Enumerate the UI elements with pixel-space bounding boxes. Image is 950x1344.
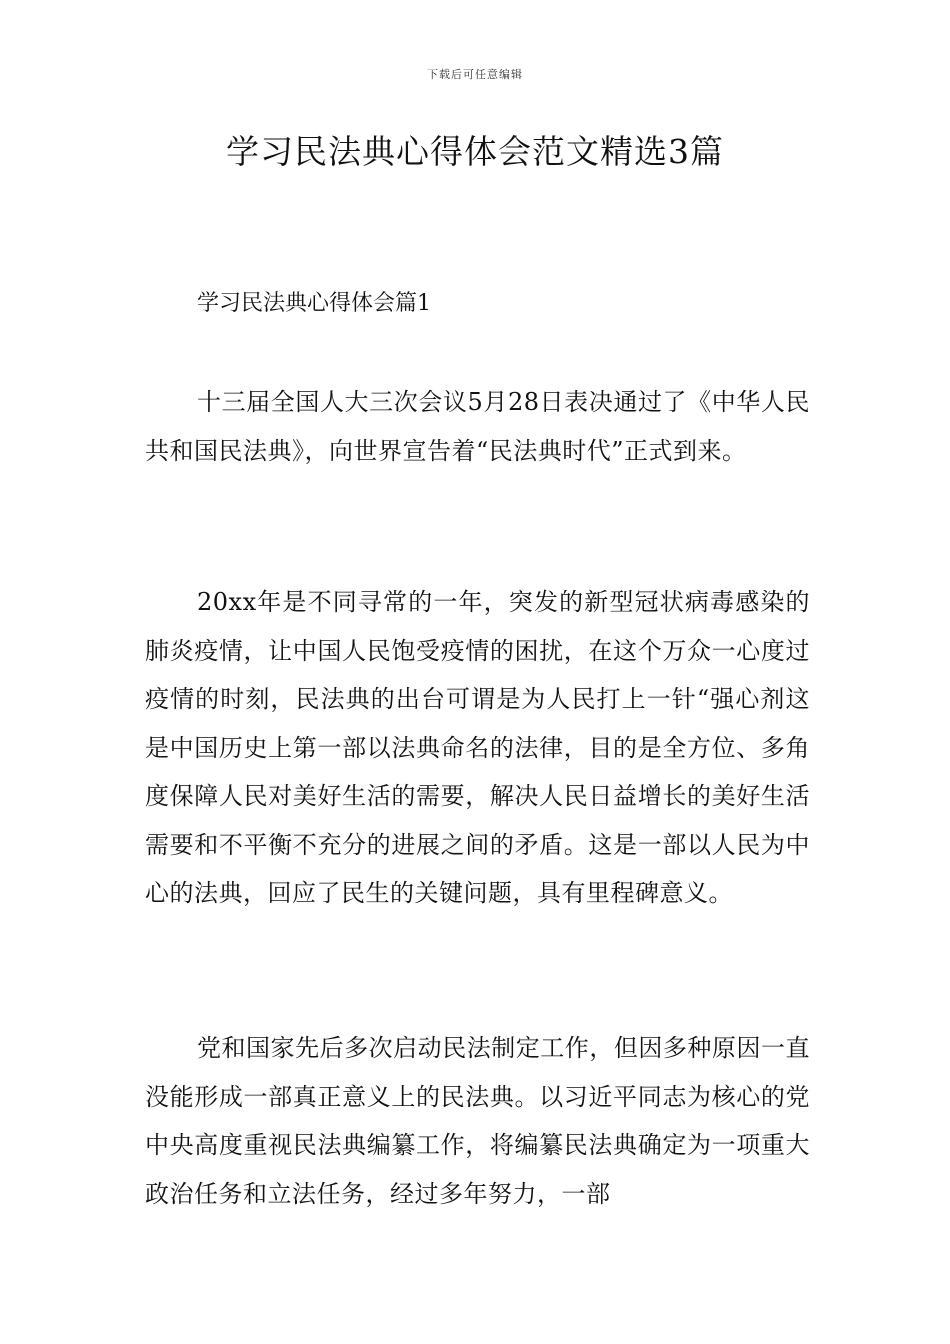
section-heading: 学习民法典心得体会篇1 <box>197 291 431 316</box>
paragraph-1: 十三届全国人大三次会议5月28日表决通过了《中华人民共和国民法典》，向世界宣告着“民法典时代”正式到来。 <box>145 388 810 465</box>
paragraph-3: 党和国家先后多次启动民法制定工作，但因多种原因一直没能形成一部真正意义上的民法典。以习近平同志为核心的党中央高度重视民法典编纂工作，将编纂民法典确定为一项重大政治任务和立法任务，经过多年努力，一部 <box>145 1034 810 1208</box>
document-title: 学习民法典心得体会范文精选3篇 <box>226 132 724 171</box>
header-note: 下载后可任意编辑 <box>427 68 523 81</box>
paragraph-2: 20xx年是不同寻常的一年，突发的新型冠状病毒感染的肺炎疫情，让中国人民饱受疫情的困扰，在这个万众一心度过疫情的时刻，民法典的出台可谓是为人民打上一针“强心剂这是中国历史上第一部以法典命名的法律，目的是全方位、多角度保障人民对美好生活的需要，解决人民日益增长的美好生活需要和不平衡不充分的进展之间的矛盾。这是一部以人民为中心的法典，回应了民生的关键问题，具有里程碑意义。 <box>145 588 810 907</box>
